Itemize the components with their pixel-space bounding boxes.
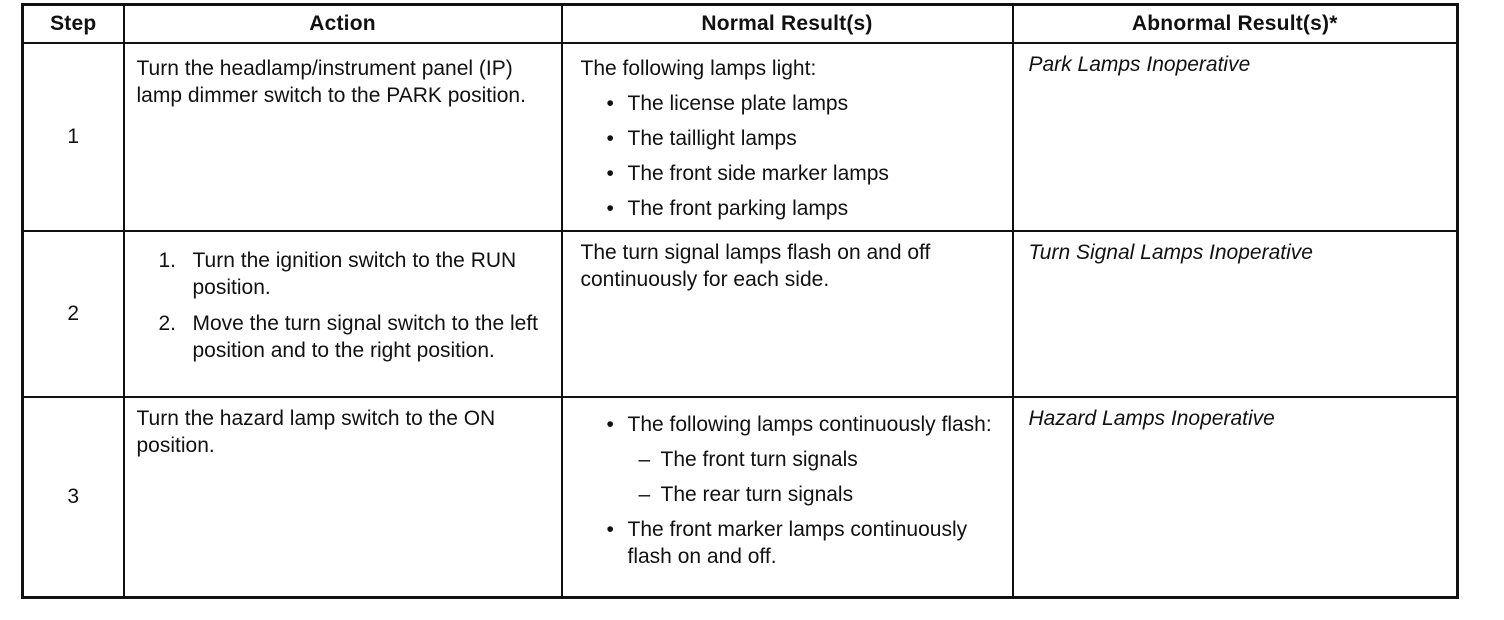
header-step: Step (23, 5, 124, 43)
table-row (23, 231, 1458, 397)
action-cell (124, 43, 562, 231)
header-action: Action (124, 5, 562, 43)
item-number: 1. (158, 248, 177, 272)
action-cell (124, 231, 562, 397)
abnormal-result-text: Turn Signal Lamps Inoperative (1028, 240, 1313, 264)
item-text: Turn the ignition switch to the RUN position. (192, 248, 517, 299)
list-item: • The front marker lamps continuously flash on and off. (581, 516, 1002, 570)
item-number: 2. (158, 311, 177, 335)
abnormal-result-cell (1013, 231, 1458, 397)
action-text: Turn the hazard lamp switch to the ON position. (136, 406, 496, 457)
table-row (23, 43, 1458, 231)
normal-result-list (581, 90, 1002, 222)
list-item: • The front side marker lamps (581, 160, 1002, 187)
list-item (137, 247, 551, 301)
action-steps-list (137, 247, 551, 364)
list-item: • The taillight lamps (581, 125, 1002, 152)
normal-result-cell (562, 43, 1013, 231)
sub-list (628, 446, 1002, 508)
abnormal-result-text: Park Lamps Inoperative (1028, 52, 1251, 76)
step-number: 2 (23, 231, 124, 397)
action-text: Turn the headlamp/instrument panel (IP) lamp dimmer switch to the PARK position. (136, 56, 526, 107)
sub-list-item: – The front turn signals (628, 446, 1002, 473)
sub-list-item: – The rear turn signals (628, 481, 1002, 508)
list-item (581, 411, 1002, 508)
abnormal-result-text: Hazard Lamps Inoperative (1028, 406, 1275, 430)
abnormal-result-cell (1013, 397, 1458, 598)
list-item: • The front parking lamps (581, 195, 1002, 222)
normal-result-text: The turn signal lamps flash on and off continuously for each side. (580, 240, 931, 291)
normal-result-list (581, 411, 1002, 570)
header-normal-results: Normal Result(s) (562, 5, 1013, 43)
step-number: 3 (23, 397, 124, 598)
header-abnormal-results: Abnormal Result(s)* (1013, 5, 1458, 43)
normal-intro: The following lamps light: (580, 56, 817, 80)
diagnostic-table (21, 3, 1459, 599)
item-text: Move the turn signal switch to the left position and to the right position. (192, 311, 539, 362)
normal-result-cell (562, 231, 1013, 397)
abnormal-result-cell (1013, 43, 1458, 231)
table-row (23, 397, 1458, 598)
normal-result-cell (562, 397, 1013, 598)
step-number: 1 (23, 43, 124, 231)
action-cell (124, 397, 562, 598)
list-item: • The license plate lamps (581, 90, 1002, 117)
header-row (23, 5, 1458, 43)
list-item (137, 310, 551, 364)
item-text: The following lamps continuously flash: (627, 412, 992, 436)
